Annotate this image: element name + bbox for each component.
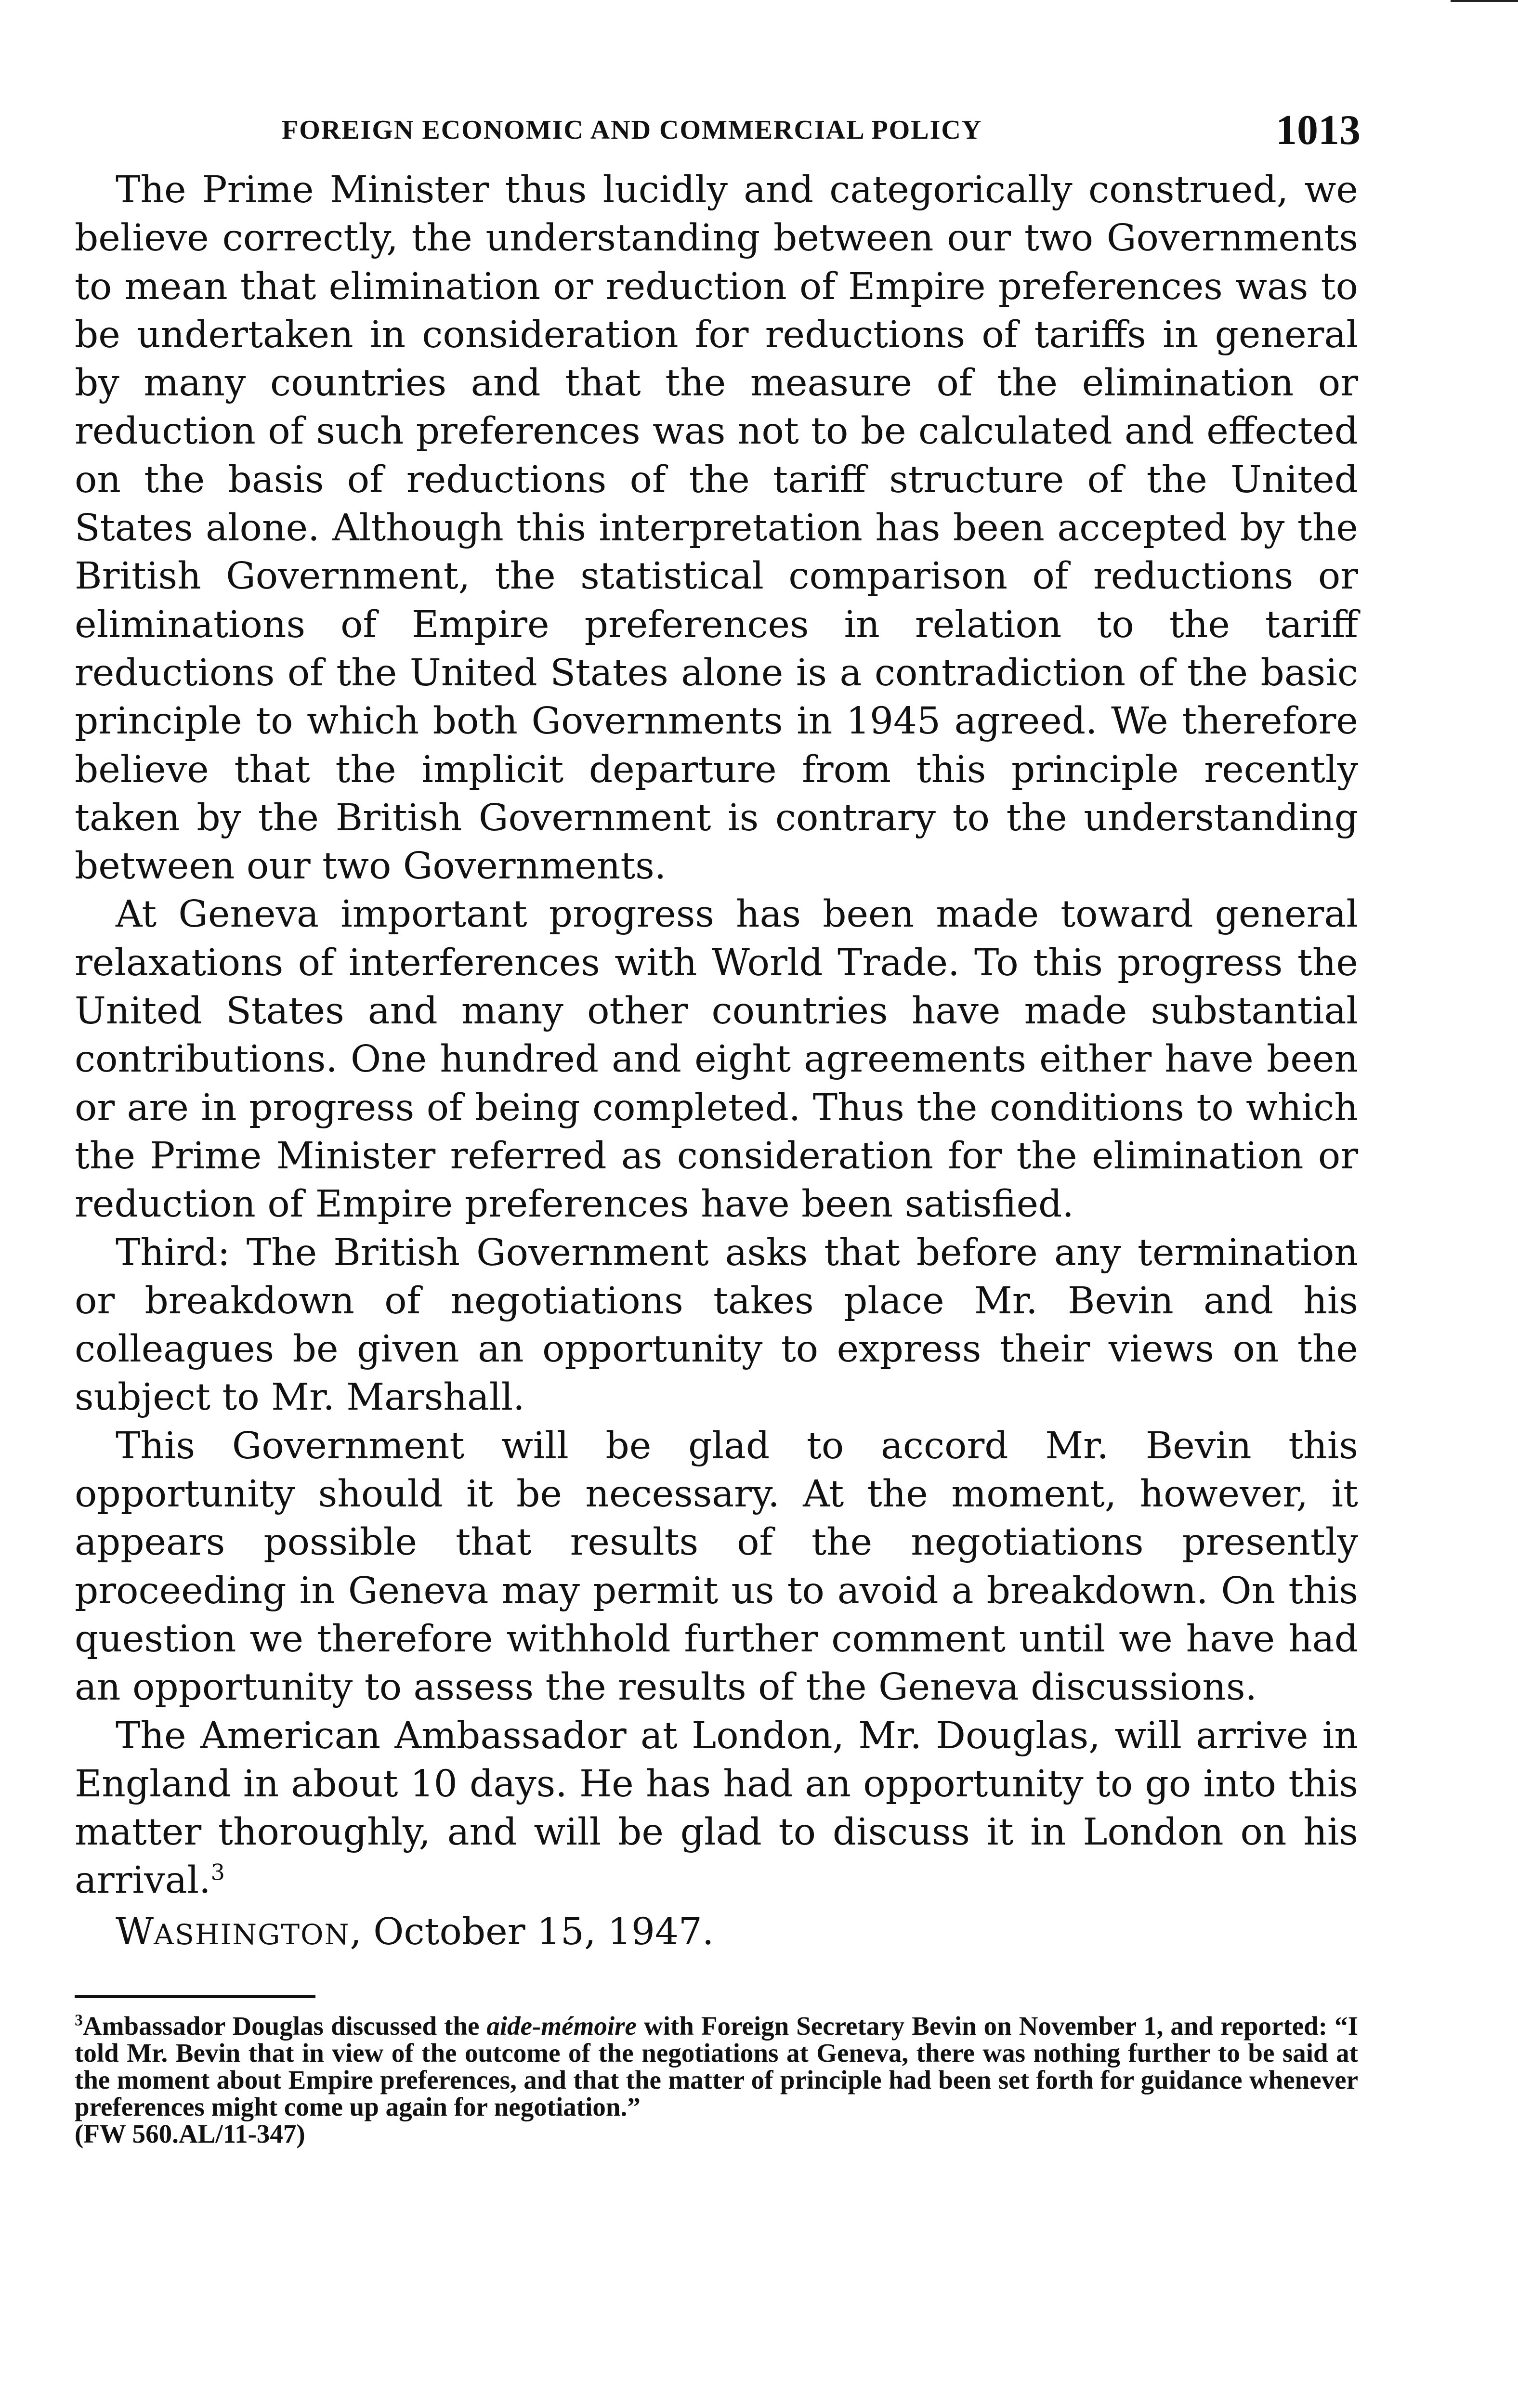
running-head-title: FOREIGN ECONOMIC AND COMMERCIAL POLICY: [282, 115, 982, 145]
footnote: [75, 2013, 1358, 2147]
body-text: [75, 166, 1358, 1959]
footnote-marker: 3: [75, 2011, 83, 2029]
dateline-place-initial: W: [116, 1910, 154, 1953]
page-number: 1013: [1276, 107, 1361, 154]
dateline: [75, 1908, 1358, 1959]
paragraph-prime-minister: The Prime Minister thus lucidly and categorically construed, we believe correctly, the understanding between our two Governments to mean that elimination or reduction of Empire preferences was to be undertaken in consideration for reductions of tariffs in general by many countries and that the measure of the elimination or reduction of such preferences was not to be calculated and effected on the basis of reductions of the tariff structure of the United States alone. Although this interpretation has been accepted by the British Government, the statistical comparison of reductions or eliminations of Empire preferences in relation to the tariff reductions of the United States alone is a contradiction of the basic principle to which both Governments in 1945 agreed. We therefore believe that the implicit departure from this principle recently taken by the British Government is contrary to the understanding between our two Governments.: [75, 169, 1358, 888]
paragraph-third-request: Third: The British Government asks that before any termination or breakdown of negotiations takes place Mr. Bevin and his colleagues be given an opportunity to express their views on the subject to Mr. Marshall.: [75, 1231, 1358, 1419]
footnote-text-end: with Foreign Secretary Bevin on November 1, and reported: “I told Mr. Bevin that in view of the outcome of the negotiations at Geneva, there was nothing further to be said at the moment about Empire preferences, and that the matter of principle had been set forth for guidance whenever preferences might come up again for negotiation.”: [75, 2011, 1358, 2121]
paragraph-government-response: This Government will be glad to accord Mr. Bevin this opportunity should it be necessary. At the moment, however, it appears possible that results of the negotiations presently proceeding in Geneva may permit us to avoid a breakdown. On this question we therefore withhold further comment until we have had an opportunity to assess the results of the Geneva discussions.: [75, 1424, 1358, 1709]
paragraph-geneva-progress: At Geneva important progress has been made toward general relaxations of interferences with World Trade. To this progress the United States and many other countries have made substantial contributions. One hundred and eight agreements either have been or are in progress of being completed. Thus the conditions to which the Prime Minister referred as consideration for the elimination or reduction of Empire preferences have been satisfied.: [75, 893, 1358, 1226]
dateline-place-rest: ASHINGTON: [154, 1918, 350, 1951]
footnote-text-start: Ambassador Douglas discussed the: [83, 2011, 487, 2041]
footnote-divider: [75, 1995, 315, 1998]
footnote-file-reference: (FW 560.AL/11-347): [75, 2119, 305, 2148]
running-head: [75, 96, 1361, 164]
scan-edge-mark: [1451, 0, 1518, 2]
dateline-date: , October 15, 1947.: [350, 1910, 714, 1953]
footnote-italic-term: aide-mémoire: [486, 2011, 637, 2041]
document-page: [75, 96, 1361, 2148]
paragraph-ambassador: [75, 1712, 1358, 1905]
paragraph-ambassador-text: The American Ambassador at London, Mr. Douglas, will arrive in England in about 10 days. He has had an opportunity to go into this matter thoroughly, and will be glad to discuss it in London on his arrival.: [75, 1714, 1358, 1902]
footnote-reference: 3: [210, 1859, 225, 1885]
